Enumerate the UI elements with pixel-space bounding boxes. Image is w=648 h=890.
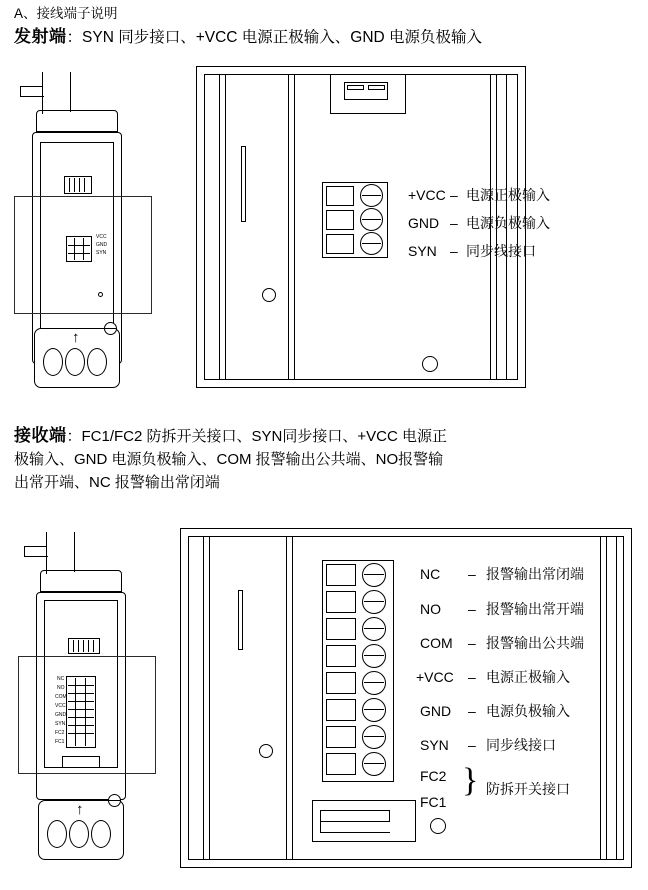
rx-lens-right: [91, 820, 111, 848]
receiver-heading: [14, 424, 634, 494]
rx-dip-tick-2: [78, 640, 79, 652]
rx-terminal-cell-5: [326, 672, 356, 694]
tx-terminal-label-dash-2: –: [450, 243, 458, 259]
tx-cable-bend-top: [20, 86, 42, 87]
tx-lens-right: [87, 348, 107, 376]
tx-arrow-up-icon: ↑: [72, 329, 80, 346]
rx-micro-label-com: COM: [55, 694, 67, 700]
rx-dip-tick-4: [88, 640, 89, 652]
rx-terminal-label-desc-0: 报警输出常闭端: [486, 566, 584, 582]
rx-terminal-label-desc-4: 电源负极输入: [486, 703, 570, 719]
receiver-description-line-2: 出常开端、NC 报警输出常闭端: [14, 474, 220, 491]
rx-terminal-label-desc-3: 电源正极输入: [486, 669, 570, 685]
tx-cable-bend-bottom: [20, 96, 44, 97]
rx-arrow-up-icon: ↑: [76, 801, 84, 818]
transmitter-title: 发射端: [14, 27, 67, 46]
rx-terminal-label-code-3: +VCC: [416, 669, 454, 685]
rx-cable-bend-bottom: [24, 556, 48, 557]
tx-highlight-region: [14, 196, 152, 314]
tx-terminal-cell-3: [326, 234, 354, 254]
tx-panel-hole-bottom: [422, 356, 438, 372]
rx-terminal-cell-7: [326, 726, 356, 748]
rx-terminal-label-code-5: SYN: [420, 737, 449, 753]
tx-terminal-label-code-0: +VCC: [408, 187, 446, 203]
tx-panel-rib-4: [294, 74, 295, 380]
rx-terminal-screw-slot-5: [364, 682, 384, 683]
tx-connector-pin-1: [347, 85, 364, 90]
rx-micro-label-gnd: GND: [55, 712, 67, 718]
tx-cable-right: [70, 72, 71, 112]
rx-terminal-label-desc-5: 同步线接口: [486, 737, 556, 753]
rx-terminal-screw-slot-2: [364, 601, 384, 602]
rx-terminal-screw-slot-3: [364, 628, 384, 629]
tx-dip-tick-2: [74, 178, 75, 192]
tx-panel-hole-left: [262, 288, 276, 302]
rx-panel-rib-4: [292, 536, 293, 860]
tx-indicator-dot: [98, 292, 103, 297]
rx-terminal-screw-4: [362, 644, 386, 668]
rx-panel-rib-7: [616, 536, 617, 860]
rx-terminal-label-code-4: GND: [420, 703, 452, 719]
tx-connector-pin-2: [368, 85, 385, 90]
rx-terminal-label-dash-1: –: [468, 601, 476, 617]
transmitter-colon: ：: [66, 29, 83, 46]
rx-brace-label: 防拆开关接口: [486, 781, 570, 797]
rx-dip-tick-1: [73, 640, 74, 652]
rx-terminal-screw-slot-8: [364, 763, 384, 764]
rx-cable-bend-top: [24, 546, 46, 547]
rx-micro-label-fc1: FC1: [55, 739, 65, 745]
rx-terminal-cell-8: [326, 753, 356, 775]
receiver-description-line-1: 极输入、GND 电源负极输入、COM 报警输出公共端、NO报警输: [14, 451, 444, 468]
transmitter-description: SYN 同步接口、+VCC 电源正极输入、GND 电源负极输入: [82, 29, 483, 46]
tx-terminal-screw-slot-3: [362, 243, 381, 244]
rx-terminal-cell-4: [326, 645, 356, 667]
rx-panel-bottom-connector-inner: [320, 810, 390, 822]
rx-lens-left: [47, 820, 67, 848]
tx-screw-slot: [105, 328, 116, 329]
rx-terminal-screw-1: [362, 563, 386, 587]
rx-cable-end: [24, 546, 25, 556]
rx-panel-bottom-connector-base: [320, 832, 390, 833]
rx-terminal-cell-1: [326, 564, 356, 586]
rx-terminal-label-code-2: COM: [420, 635, 453, 651]
rx-panel-bottom-connector-edge: [320, 810, 321, 832]
rx-panel-rib-2: [209, 536, 210, 860]
tx-panel-rib-3: [288, 74, 289, 380]
rx-terminal-screw-6: [362, 698, 386, 722]
rx-micro-label-nc: NC: [57, 676, 65, 682]
rx-panel-rib-5: [600, 536, 601, 860]
rx-terminal-screw-slot-1: [364, 574, 384, 575]
rx-terminal-label-dash-2: –: [468, 635, 476, 651]
tx-terminal-label-code-1: GND: [408, 215, 440, 231]
rx-terminal-screw-slot-6: [364, 709, 384, 710]
tx-terminal-label-desc-2: 同步线接口: [466, 243, 536, 259]
rx-terminal-label-code-7: FC1: [420, 794, 447, 810]
rx-terminal-screw-8: [362, 752, 386, 776]
rx-terminal-label-code-0: NC: [420, 566, 441, 582]
rx-device-cap: [40, 570, 122, 592]
rx-terminal-label-dash-4: –: [468, 703, 476, 719]
rx-terminal-screw-7: [362, 725, 386, 749]
rx-cable-right: [74, 532, 75, 572]
tx-micro-label-vcc: VCC: [96, 234, 107, 240]
rx-micro-label-fc2: FC2: [55, 730, 65, 736]
rx-panel-hole-left: [259, 744, 273, 758]
rx-dip-tick-5: [93, 640, 94, 652]
tx-micro-label-gnd: GND: [96, 242, 108, 248]
tx-terminal-label-dash-1: –: [450, 215, 458, 231]
tx-terminal-label-dash-0: –: [450, 187, 458, 203]
rx-brace-icon: }: [462, 762, 479, 799]
rx-terminal-screw-slot-7: [364, 736, 384, 737]
tx-terminal-label-desc-1: 电源负极输入: [466, 215, 550, 231]
tx-dip-tick-1: [69, 178, 70, 192]
tx-panel-rib-1: [219, 74, 220, 380]
rx-terminal-label-desc-1: 报警输出常开端: [486, 601, 584, 617]
rx-panel-rib-1: [203, 536, 204, 860]
rx-panel-hole-bottom: [430, 818, 446, 834]
tx-panel-slot: [241, 146, 246, 222]
rx-lens-middle: [69, 820, 89, 848]
tx-terminal-screw-slot-1: [362, 195, 381, 196]
tx-terminal-cell-2: [326, 210, 354, 230]
rx-terminal-cell-6: [326, 699, 356, 721]
receiver-title: 接收端: [14, 426, 67, 445]
rx-terminal-cell-3: [326, 618, 356, 640]
rx-micro-label-vcc: VCC: [55, 703, 66, 709]
section-label: A、接线端子说明: [14, 6, 118, 21]
rx-panel-rib-6: [606, 536, 607, 860]
rx-panel-rib-3: [286, 536, 287, 860]
tx-micro-label-syn: SYN: [96, 250, 107, 256]
tx-device-cap: [36, 110, 118, 132]
tx-terminal-cell-1: [326, 186, 354, 206]
receiver-colon: ：: [66, 428, 82, 445]
rx-terminal-cell-2: [326, 591, 356, 613]
rx-terminal-label-desc-2: 报警输出公共端: [486, 635, 584, 651]
rx-terminal-label-dash-5: –: [468, 737, 476, 753]
rx-cable-left: [46, 532, 47, 574]
rx-terminal-label-dash-0: –: [468, 566, 476, 582]
rx-terminal-screw-slot-4: [364, 655, 384, 656]
rx-terminal-screw-3: [362, 617, 386, 641]
tx-lens-middle: [65, 348, 85, 376]
transmitter-heading: [14, 26, 482, 49]
tx-cable-end: [20, 86, 21, 96]
tx-terminal-label-desc-0: 电源正极输入: [466, 187, 550, 203]
rx-terminal-label-dash-3: –: [468, 669, 476, 685]
rx-terminal-screw-5: [362, 671, 386, 695]
tx-lens-left: [43, 348, 63, 376]
rx-panel-slot: [238, 590, 243, 650]
rx-dip-tick-3: [83, 640, 84, 652]
rx-terminal-screw-2: [362, 590, 386, 614]
receiver-description-line-0: FC1/FC2 防拆开关接口、SYN同步接口、+VCC 电源正: [81, 428, 447, 445]
rx-highlight-region: [18, 656, 156, 774]
rx-terminal-label-code-1: NO: [420, 601, 441, 617]
rx-micro-label-syn: SYN: [55, 721, 66, 727]
tx-terminal-screw-slot-2: [362, 219, 381, 220]
tx-dip-tick-3: [79, 178, 80, 192]
tx-terminal-label-code-2: SYN: [408, 243, 437, 259]
rx-terminal-label-code-6: FC2: [420, 768, 447, 784]
rx-screw-slot: [109, 800, 120, 801]
tx-cable-left: [42, 72, 43, 114]
tx-panel-rib-2: [225, 74, 226, 380]
tx-dip-tick-4: [84, 178, 85, 192]
rx-micro-label-no: NO: [57, 685, 65, 691]
